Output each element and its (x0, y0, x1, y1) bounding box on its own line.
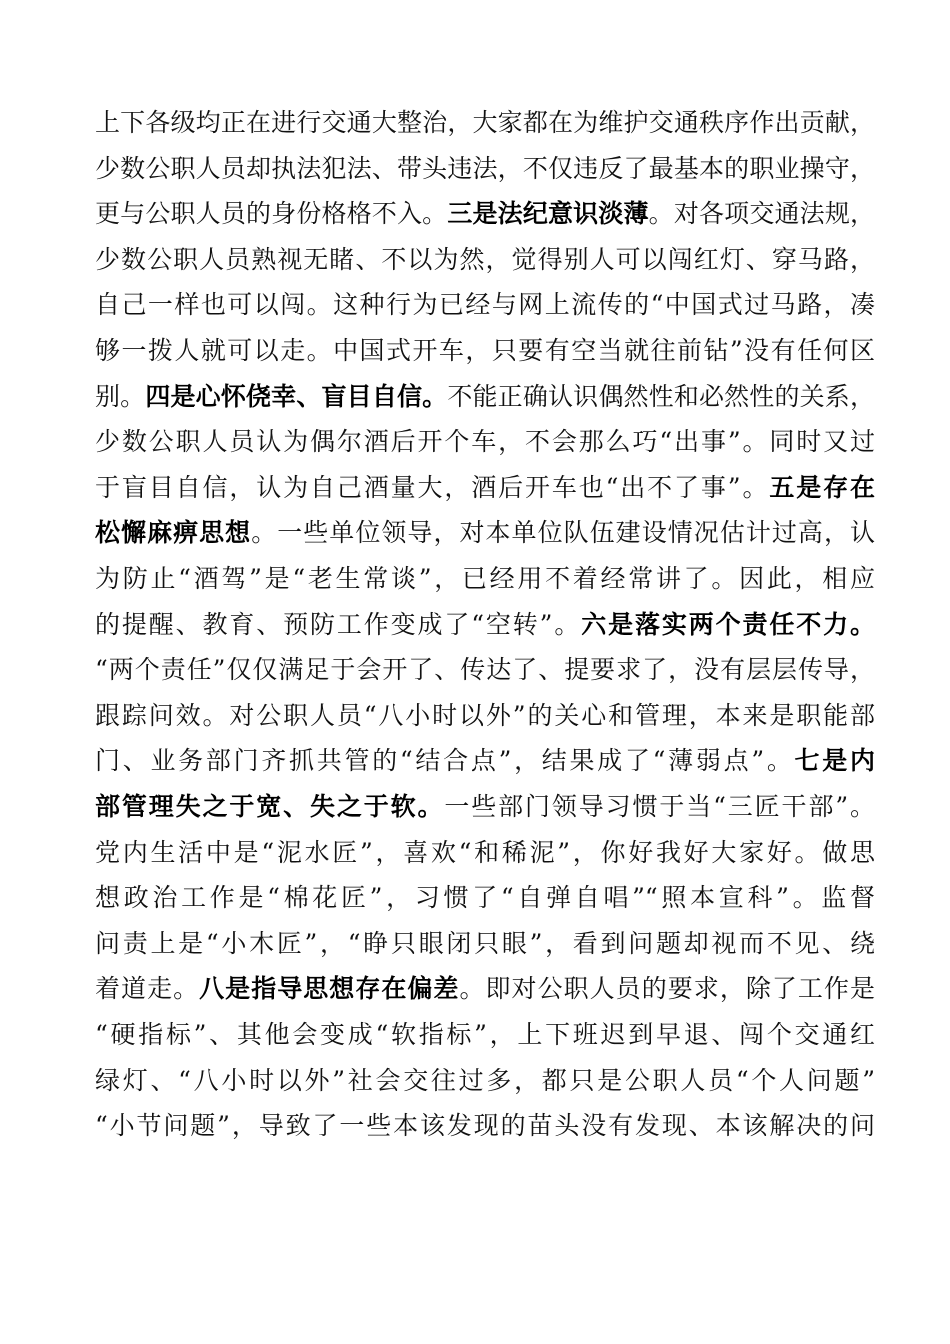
text-segment: 。对各项交通法规， (648, 199, 875, 228)
text-line (95, 969, 875, 1009)
text-segment: 党内生活中是“泥水匠”，喜欢“和稀泥”，你好我好大家好。做思 (95, 838, 875, 867)
text-line (95, 468, 875, 508)
text-segment: 的提醒、教育、预防工作变成了“空转”。 (95, 610, 582, 639)
text-line (95, 513, 875, 553)
text-segment: 别。 (95, 382, 146, 411)
bold-heading-text: 七是内 (794, 746, 875, 775)
text-line (95, 1061, 875, 1101)
text-line (95, 924, 875, 964)
text-segment: 少数公职人员却执法犯法、带头违法，不仅违反了最基本的职业操守， (95, 154, 875, 183)
bold-heading-text: 八是指导思想存在偏差 (199, 974, 460, 1003)
text-segment: 更与公职人员的身份格格不入。 (95, 199, 448, 228)
text-segment: 跟踪问效。对公职人员“八小时以外”的关心和管理，本来是职能部 (95, 701, 875, 730)
text-segment: “两个责任”仅仅满足于会开了、传达了、提要求了，没有层层传导， (95, 655, 875, 684)
text-segment: 问责上是“小木匠”，“睁只眼闭只眼”，看到问题却视而不见、绕 (95, 929, 875, 958)
text-segment: “小节问题”，导致了一些本该发现的苗头没有发现、本该解决的问 (95, 1111, 875, 1140)
text-line (95, 559, 875, 599)
text-line (95, 605, 875, 645)
text-line (95, 331, 875, 371)
text-line (95, 787, 875, 827)
text-segment: 。一些单位领导，对本单位队伍建设情况估计过高，认 (251, 518, 875, 547)
text-line (95, 377, 875, 417)
text-line (95, 696, 875, 736)
text-segment: 少数公职人员认为偶尔酒后开个车，不会那么巧“出事”。同时又过 (95, 427, 875, 456)
text-segment: 够一拨人就可以走。中国式开车，只要有空当就往前钻”没有任何区 (95, 336, 875, 365)
text-line (95, 1015, 875, 1055)
text-line (95, 149, 875, 189)
text-line (95, 1106, 875, 1146)
text-segment: 门、业务部门齐抓共管的“结合点”，结果成了“薄弱点”。 (95, 746, 795, 775)
text-line (95, 650, 875, 690)
text-segment: 想政治工作是“棉花匠”，习惯了“自弹自唱”“照本宣科”。监督 (95, 883, 875, 912)
text-line (95, 422, 875, 462)
bold-heading-text: 四是心怀侥幸、盲目自信。 (145, 382, 448, 411)
bold-heading-text: 部管理失之于宽、失之于软。 (95, 792, 445, 821)
text-segment: 。即对公职人员的要求，除了工作是 (459, 974, 875, 1003)
text-line (95, 103, 875, 143)
text-segment: 不能正确认识偶然性和必然性的关系， (447, 382, 875, 411)
bold-heading-text: 六是落实两个责任不力。 (581, 610, 875, 639)
bold-heading-text: 三是法纪意识淡薄 (447, 199, 649, 228)
text-line (95, 285, 875, 325)
text-segment: 绿灯、“八小时以外”社会交往过多，都只是公职人员“个人问题” (95, 1066, 875, 1095)
text-line (95, 194, 875, 234)
text-segment: 少数公职人员熟视无睹、不以为然，觉得别人可以闯红灯、穿马路， (95, 245, 875, 274)
text-segment: “硬指标”、其他会变成“软指标”，上下班迟到早退、闯个交通红 (95, 1020, 875, 1049)
bold-heading-text: 五是存在 (769, 473, 875, 502)
text-line (95, 833, 875, 873)
text-line (95, 240, 875, 280)
text-segment: 一些部门领导习惯于当“三匠干部”。 (444, 792, 875, 821)
text-segment: 于盲目自信，认为自己酒量大，酒后开车也“出不了事”。 (95, 473, 770, 502)
text-line (95, 741, 875, 781)
text-segment: 上下各级均正在进行交通大整治，大家都在为维护交通秩序作出贡献， (95, 108, 875, 137)
text-segment: 为防止“酒驾”是“老生常谈”，已经用不着经常讲了。因此，相应 (95, 564, 875, 593)
text-line (95, 878, 875, 918)
text-segment: 着道走。 (95, 974, 200, 1003)
bold-heading-text: 松懈麻痹思想 (95, 518, 252, 547)
text-segment: 自己一样也可以闯。这种行为已经与网上流传的“中国式过马路，凑 (95, 290, 875, 319)
